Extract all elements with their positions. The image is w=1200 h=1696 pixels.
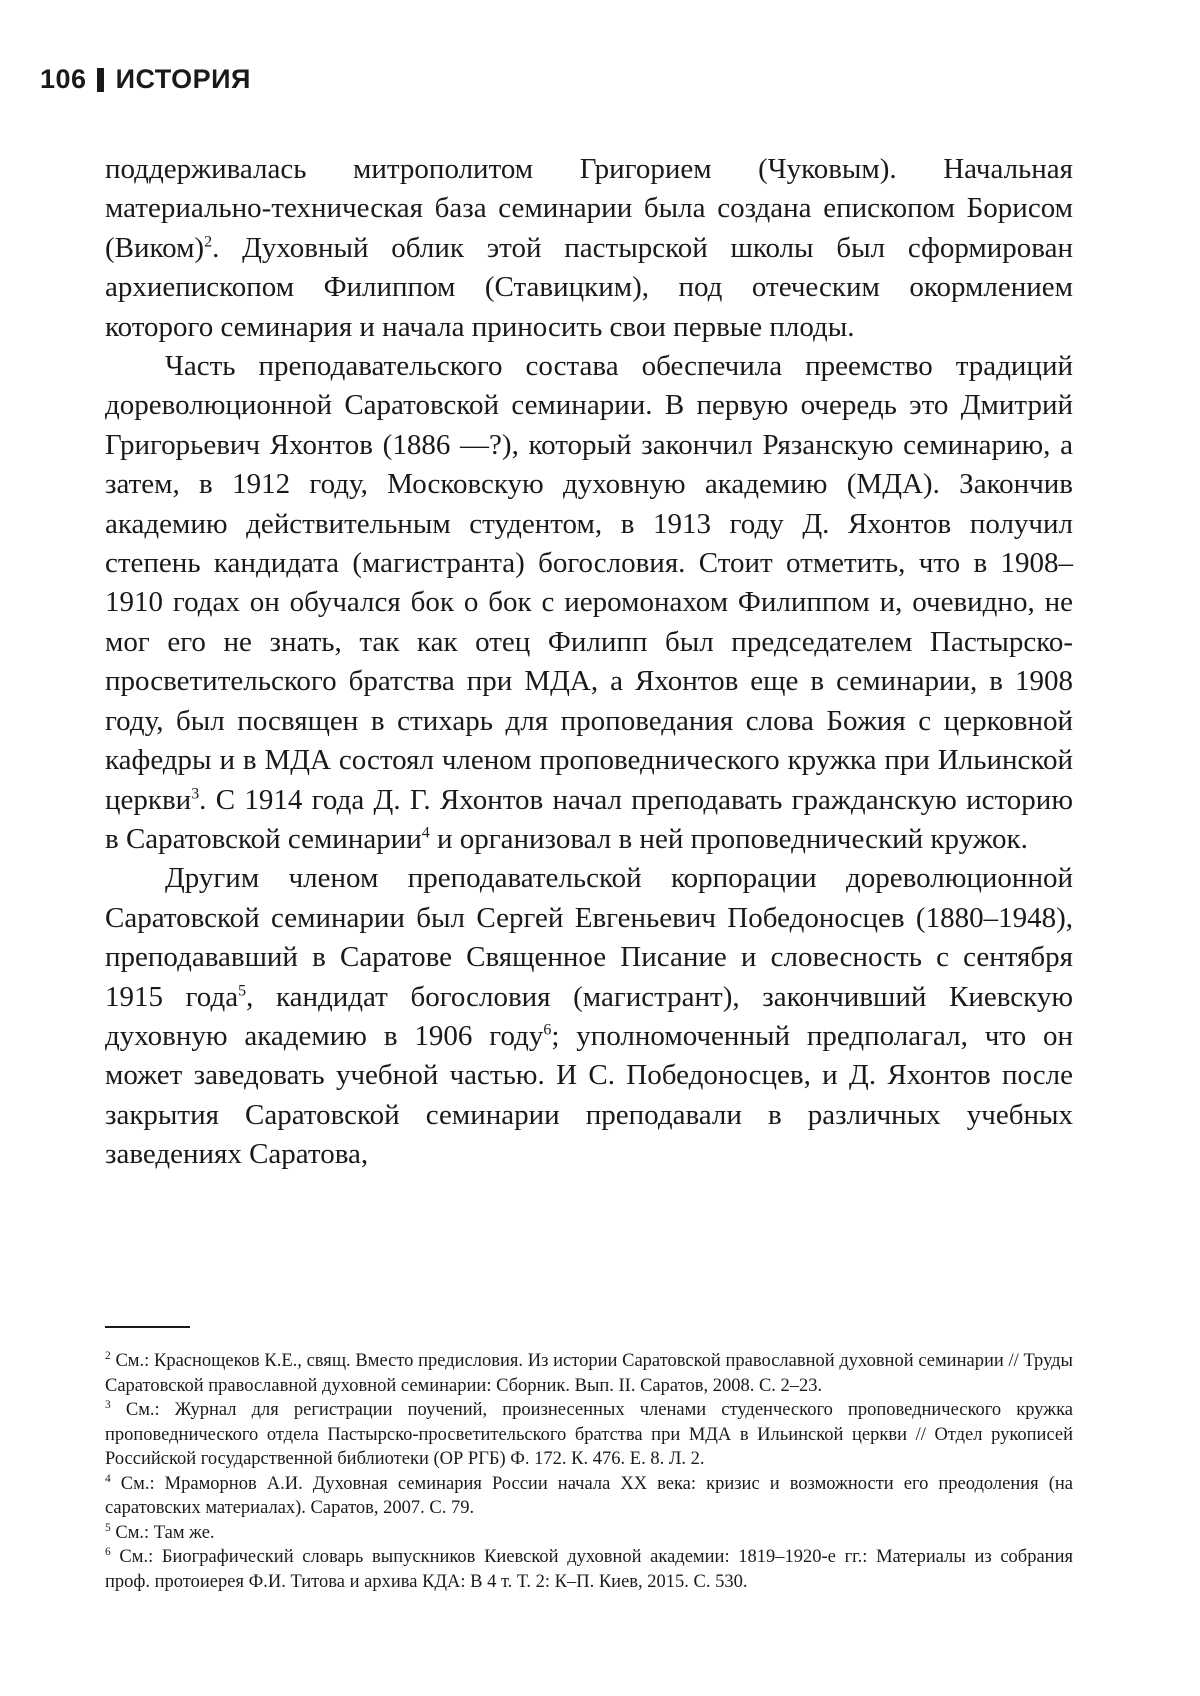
paragraph: Другим членом преподавательской корпорации дореволюционной Саратовской семинарии был Сергей Евгеньевич Победоносцев (1880–1948), преподававший в Саратове Священное Писание и словесность с сентября 1915 года$^5$, кандидат богословия (магистрант), закончивший Киевскую духовную академию в 1906 году$^6$; уполномоченный предполагал, что он может заведовать учебной частью. И С. Победоносцев, и Д. Яхонтов после закрытия Саратовской семинарии преподавали в различных учебных заведениях Саратова,	[105, 862, 1073, 1171]
footnote: $^5$ См.: Там же.	[105, 1521, 215, 1543]
paragraph: поддерживалась митрополитом Григорием (Чуковым). Начальная материально-техническая база семинарии была создана епископом Борисом (Виком)$^2$. Духовный облик этой пастырской школы был сформирован архиепископом Филиппом (Ставицким), под отеческим окормлением которого семинария и начала приносить свои первые плоды.	[105, 153, 1073, 343]
footnotes	[105, 1349, 1073, 1594]
footnote: $^4$ См.: Мраморнов А.И. Духовная семинария России начала XX века: кризис и возможности его преодоления (на саратовских материалах). Саратов, 2007. С. 79.	[105, 1472, 1073, 1518]
running-head	[40, 64, 251, 95]
footnote-separator	[105, 1326, 190, 1328]
footnote-ref: 4	[421, 824, 430, 842]
footnote-ref: 6	[543, 1021, 552, 1039]
footnote: $^2$ См.: Краснощеков К.Е., свящ. Вместо предисловия. Из истории Саратовской православной духовной семинарии // Труды Саратовской православной духовной семинарии: Сборник. Вып. II. Саратов, 2008. С. 2–23.	[105, 1349, 1073, 1396]
footnote: $^3$ См.: Журнал для регистрации поучений, произнесенных членами студенческого проповеднического кружка проповеднического отдела Пастырско-просветительского братства при МДА в Ильинской церкви // Отдел рукописей Российской государственной библиотеки (ОР РГБ) Ф. 172. К. 476. Е. 8. Л. 2.	[105, 1398, 1073, 1469]
page-number: 106	[40, 64, 87, 94]
paragraph: Часть преподавательского состава обеспечила преемство традиций дореволюционной Саратовской семинарии. В первую очередь это Дмитрий Григорьевич Яхонтов (1886 —?), который закончил Рязанскую семинарию, а затем, в 1912 году, Московскую духовную академию (МДА). Закончив академию действительным студентом, в 1913 году Д. Яхонтов получил степень кандидата (магистранта) богословия. Стоит отметить, что в 1908–1910 годах он обучался бок о бок с иеромонахом Филиппом и, очевидно, не мог его не знать, так как отец Филипп был председателем Пастырско-просветительского братства при МДА, а Яхонтов еще в семинарии, в 1908 году, был посвящен в стихарь для проповедания слова Божия с церковной кафедры и в МДА состоял членом проповеднического кружка при Ильинской церкви$^3$. С 1914 года Д. Г. Яхонтов начал преподавать гражданскую историю в Саратовской семинарии$^4$ и организовал в ней проповеднический кружок.	[105, 350, 1073, 855]
header-divider	[97, 68, 104, 92]
footnote-ref: 2	[204, 233, 213, 251]
footnote: $^6$ См.: Биографический словарь выпускников Киевской духовной академии: 1819–1920-е гг.: Материалы из собрания проф. протоиерея Ф.И. Титова и архива КДА: В 4 т. Т. 2: К–П. Киев, 2015. С. 530.	[105, 1545, 1073, 1592]
footnote-ref: 5	[238, 981, 247, 999]
footnote-ref: 3	[191, 784, 200, 802]
section-title: ИСТОРИЯ	[115, 64, 251, 94]
body-text	[105, 150, 1073, 1175]
